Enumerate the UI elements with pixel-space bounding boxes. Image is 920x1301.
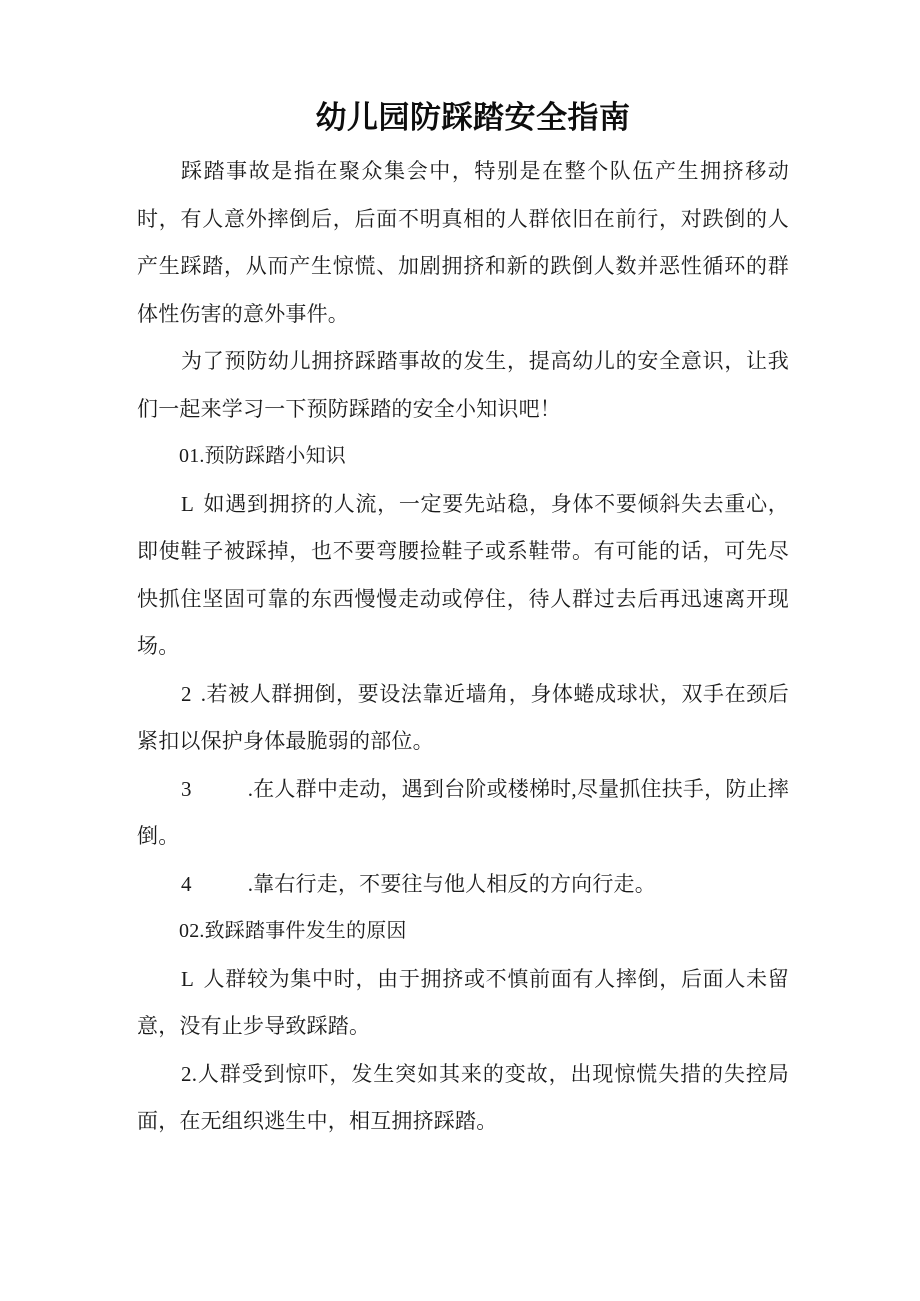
- list-marker: 4: [181, 871, 192, 896]
- list-item-text: 人群较为集中时，由于拥挤或不慎前面有人摔倒，后面人未留意，没有止步导致踩踏。: [137, 966, 789, 1038]
- list-marker: L: [181, 966, 195, 991]
- list-item: [137, 671, 789, 766]
- list-item: [137, 481, 789, 671]
- list-item-text: 人群受到惊吓，发生突如其来的变故，出现惊慌失措的失控局面，在无组织逃生中，相互拥挤踩踏。: [137, 1061, 789, 1133]
- list-marker: 2: [181, 681, 192, 706]
- page-title: 幼儿园防踩踏安全指南: [315, 100, 631, 135]
- list-item: [137, 956, 789, 1051]
- list-item-text: 如遇到拥挤的人流，一定要先站稳，身体不要倾斜失去重心，即使鞋子被踩掉，也不要弯腰捡鞋子或系鞋带。有可能的话，可先尽快抓住坚固可靠的东西慢慢走动或停住，待人群过去后再迅速离开现场。: [137, 491, 789, 658]
- list-marker: 2.: [181, 1061, 198, 1086]
- list-item-text: .靠右行走，不要往与他人相反的方向行走。: [247, 871, 656, 896]
- list-marker: L: [181, 491, 195, 516]
- list-item: [137, 1051, 789, 1146]
- intro-paragraph-1: 踩踏事故是指在聚众集会中，特别是在整个队伍产生拥挤移动时，有人意外摔倒后，后面不明真相的人群依旧在前行，对跌倒的人产生踩踏，从而产生惊慌、加剧拥挤和新的跌倒人数并恶性循环的群体性伤害的意外事件。: [137, 159, 789, 326]
- list-item-text: .若被人群拥倒，要设法靠近墙角，身体蜷成球状，双手在颈后紧扣以保护身体最脆弱的部位。: [137, 681, 789, 753]
- list-item: [137, 861, 789, 909]
- list-item: [137, 766, 789, 861]
- intro-paragraph-2: 为了预防幼儿拥挤踩踏事故的发生，提高幼儿的安全意识，让我们一起来学习一下预防踩踏的安全小知识吧！: [137, 349, 789, 421]
- section-heading-01: 01.预防踩踏小知识: [179, 445, 346, 467]
- list-item-text: .在人群中走动，遇到台阶或楼梯时,尽量抓住扶手，防止摔倒。: [137, 776, 789, 848]
- document-body: [137, 96, 789, 1146]
- section-heading-02: 02.致踩踏事件发生的原因: [179, 920, 407, 942]
- list-marker: 3: [181, 776, 192, 801]
